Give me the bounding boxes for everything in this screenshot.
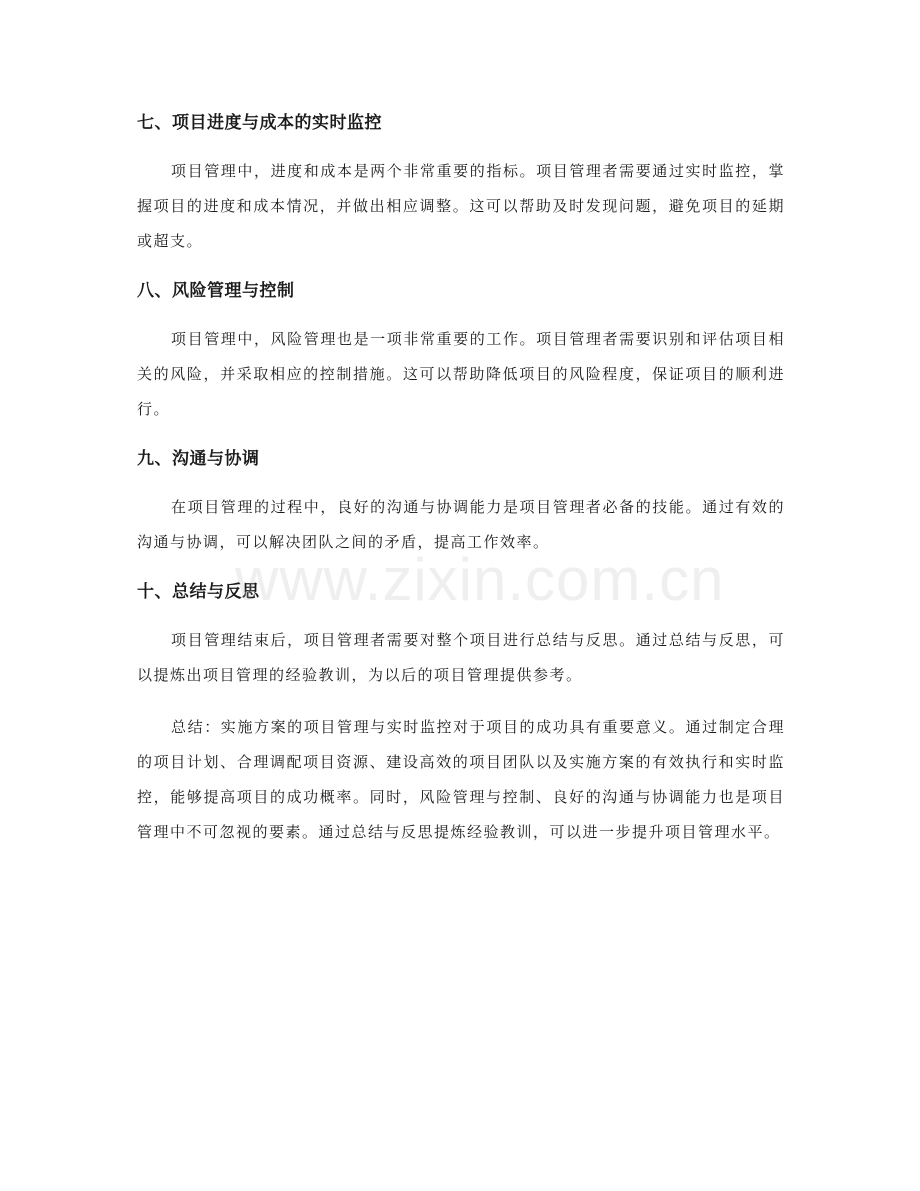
section-paragraph: 项目管理结束后，项目管理者需要对整个项目进行总结与反思。通过总结与反思，可以提炼出项目管理的经验教训，为以后的项目管理提供参考。: [137, 631, 785, 684]
summary-paragraph: 总结：实施方案的项目管理与实时监控对于项目的成功具有重要意义。通过制定合理的项目计划、合理调配项目资源、建设高效的项目团队以及实施方案的有效执行和实时监控，能够提高项目的成功概率。同时，风险管理与控制、良好的沟通与协调能力也是项目管理中不可忽视的要素。通过总结与反思提炼经验教训，可以进一步提升项目管理水平。: [137, 718, 785, 841]
section-9: [137, 444, 785, 560]
section-heading: 八、风险管理与控制: [137, 281, 295, 301]
section-paragraph: 在项目管理的过程中，良好的沟通与协调能力是项目管理者必备的技能。通过有效的沟通与协调，可以解决团队之间的矛盾，提高工作效率。: [137, 498, 785, 551]
document-body: [137, 108, 785, 867]
section-heading: 九、沟通与协调: [137, 449, 260, 469]
watermark: www.zixin.com.cn: [235, 546, 725, 613]
section-10: [137, 577, 785, 693]
section-paragraph: 项目管理中，进度和成本是两个非常重要的指标。项目管理者需要通过实时监控，掌握项目的进度和成本情况，并做出相应调整。这可以帮助及时发现问题，避免项目的延期或超支。: [137, 162, 785, 250]
section-paragraph: 项目管理中，风险管理也是一项非常重要的工作。项目管理者需要识别和评估项目相关的风险，并采取相应的控制措施。这可以帮助降低项目的风险程度，保证项目的顺利进行。: [137, 330, 785, 418]
section-heading: 十、总结与反思: [137, 582, 260, 602]
section-8: [137, 276, 785, 427]
section-7: [137, 108, 785, 259]
section-heading: 七、项目进度与成本的实时监控: [137, 113, 382, 133]
